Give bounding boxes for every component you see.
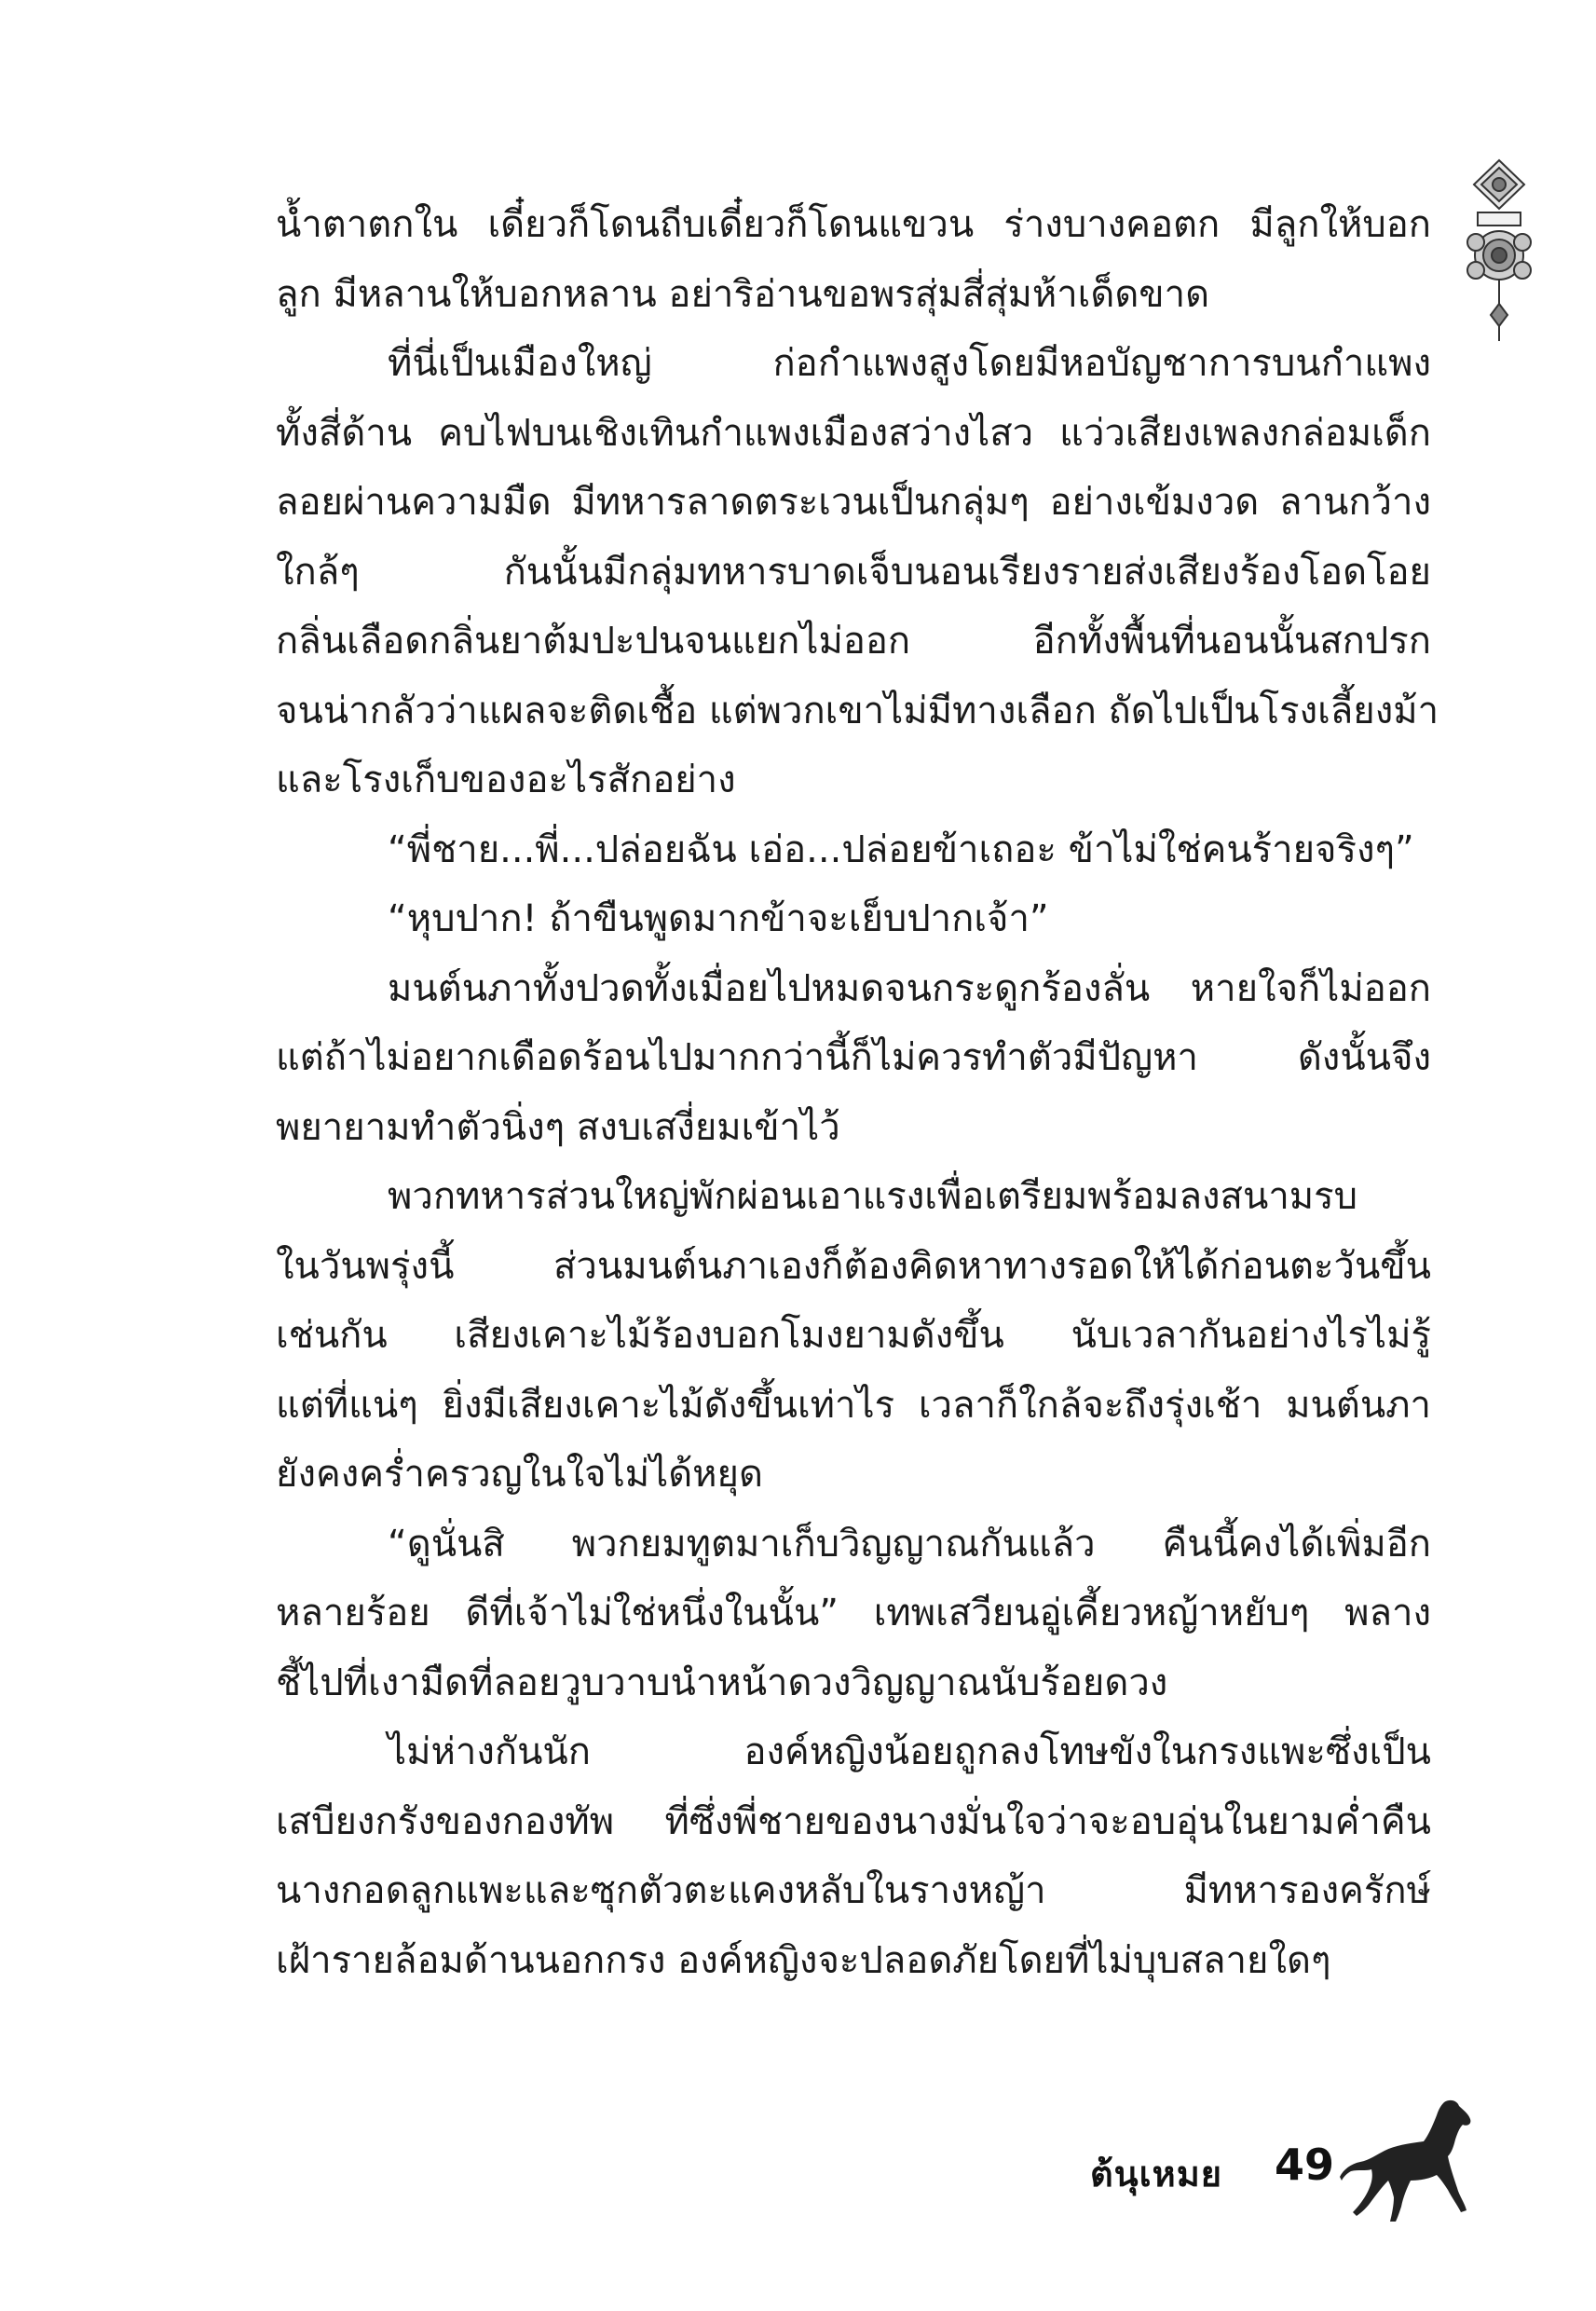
body-line: ยังคงคร่ำครวญในใจไม่ได้หยุด bbox=[276, 1453, 763, 1496]
book-title: ต้นุเหมย bbox=[1090, 2153, 1223, 2195]
body-line: นางกอดลูกแพะและซุกตัวตะแคงหลับในรางหญ้า มีทหารองครักษ์ bbox=[276, 1869, 1431, 1912]
body-line: มนต์นภาทั้งปวดทั้งเมื่อยไปหมดจนกระดูกร้องลั่น หายใจก็ไม่ออก bbox=[388, 966, 1431, 1010]
body-line: ลูก มีหลานให้บอกหลาน อย่าริอ่านขอพรสุ่มสี่สุ่มห้าเด็ดขาด bbox=[276, 272, 1210, 316]
body-line: ไม่ห่างกันนัก องค์หญิงน้อยถูกลงโทษขังในกรงแพะซึ่งเป็น bbox=[388, 1730, 1431, 1773]
ornament-icon bbox=[1461, 157, 1537, 343]
body-line: พวกทหารส่วนใหญ่พักผ่อนเอาแรงเพื่อเตรียมพร้อมลงสนามรบ bbox=[388, 1175, 1358, 1218]
dialogue-line: “หุบปาก! ถ้าขืนพูดมากข้าจะเย็บปากเจ้า” bbox=[388, 897, 1049, 940]
body-line: เสบียงกรังของกองทัพ ที่ซึ่งพี่ชายของนางมั่นใจว่าจะอบอุ่นในยามค่ำคืน bbox=[276, 1799, 1431, 1843]
body-text bbox=[276, 190, 1439, 1995]
body-line: ทั้งสี่ด้าน คบไฟบนเชิงเทินกำแพงเมืองสว่างไสว แว่วเสียงเพลงกล่อมเด็ก bbox=[276, 411, 1431, 455]
horse-icon bbox=[1340, 2097, 1480, 2225]
page-footer bbox=[1090, 2097, 1481, 2227]
body-line: กลิ่นเลือดกลิ่นยาต้มปะปนจนแยกไม่ออก อีกทั้งพื้นที่นอนนั้นสกปรก bbox=[276, 620, 1431, 663]
body-line: พยายามทำตัวนิ่งๆ สงบเสงี่ยมเข้าไว้ bbox=[276, 1105, 840, 1149]
body-line: ในวันพรุ่งนี้ ส่วนมนต์นภาเองก็ต้องคิดหาทางรอดให้ได้ก่อนตะวันขึ้น bbox=[276, 1244, 1431, 1288]
body-line: เช่นกัน เสียงเคาะไม้ร้องบอกโมงยามดังขึ้น นับเวลากันอย่างไรไม่รู้ bbox=[276, 1314, 1431, 1357]
dialogue-line: “ดูนั่นสิ พวกยมทูตมาเก็บวิญญาณกันแล้ว คืนนี้คงได้เพิ่มอีก bbox=[388, 1522, 1431, 1566]
page-number: 49 bbox=[1275, 2140, 1335, 2190]
body-line: น้ำตาตกใน เดี๋ยวก็โดนถีบเดี๋ยวก็โดนแขวน ร่างบางคอตก มีลูกให้บอก bbox=[276, 203, 1431, 246]
body-line: จนน่ากลัวว่าแผลจะติดเชื้อ แต่พวกเขาไม่มีทางเลือก ถัดไปเป็นโรงเลี้ยงม้า bbox=[276, 689, 1439, 732]
body-line: แต่ถ้าไม่อยากเดือดร้อนไปมากกว่านี้ก็ไม่ควรทำตัวมีปัญหา ดังนั้นจึง bbox=[276, 1036, 1431, 1079]
body-line: เฝ้ารายล้อมด้านนอกกรง องค์หญิงจะปลอดภัยโดยที่ไม่บุบสลายใดๆ bbox=[276, 1938, 1331, 1982]
body-line: หลายร้อย ดีที่เจ้าไม่ใช่หนึ่งในนั้น” เทพเสวียนอู่เคี้ยวหญ้าหยับๆ พลาง bbox=[276, 1592, 1431, 1634]
body-line: ลอยผ่านความมืด มีทหารลาดตระเวนเป็นกลุ่มๆ อย่างเข้มงวด ลานกว้าง bbox=[276, 481, 1431, 524]
body-line: ที่นี่เป็นเมืองใหญ่ ก่อกำแพงสูงโดยมีหอบัญชาการบนกำแพง bbox=[388, 342, 1431, 385]
body-line: แต่ที่แน่ๆ ยิ่งมีเสียงเคาะไม้ดังขึ้นเท่าไร เวลาก็ใกล้จะถึงรุ่งเช้า มนต์นภา bbox=[276, 1383, 1431, 1427]
dialogue-line: “พี่ชาย...พี่...ปล่อยฉัน เอ่อ...ปล่อยข้าเถอะ ข้าไม่ใช่คนร้ายจริงๆ” bbox=[388, 827, 1414, 871]
body-line: ชี้ไปที่เงามืดที่ลอยวูบวาบนำหน้าดวงวิญญาณนับร้อยดวง bbox=[276, 1661, 1168, 1704]
body-line: ใกล้ๆ กันนั้นมีกลุ่มทหารบาดเจ็บนอนเรียงรายส่งเสียงร้องโอดโอย bbox=[276, 550, 1431, 594]
body-line: และโรงเก็บของอะไรสักอย่าง bbox=[276, 759, 736, 801]
